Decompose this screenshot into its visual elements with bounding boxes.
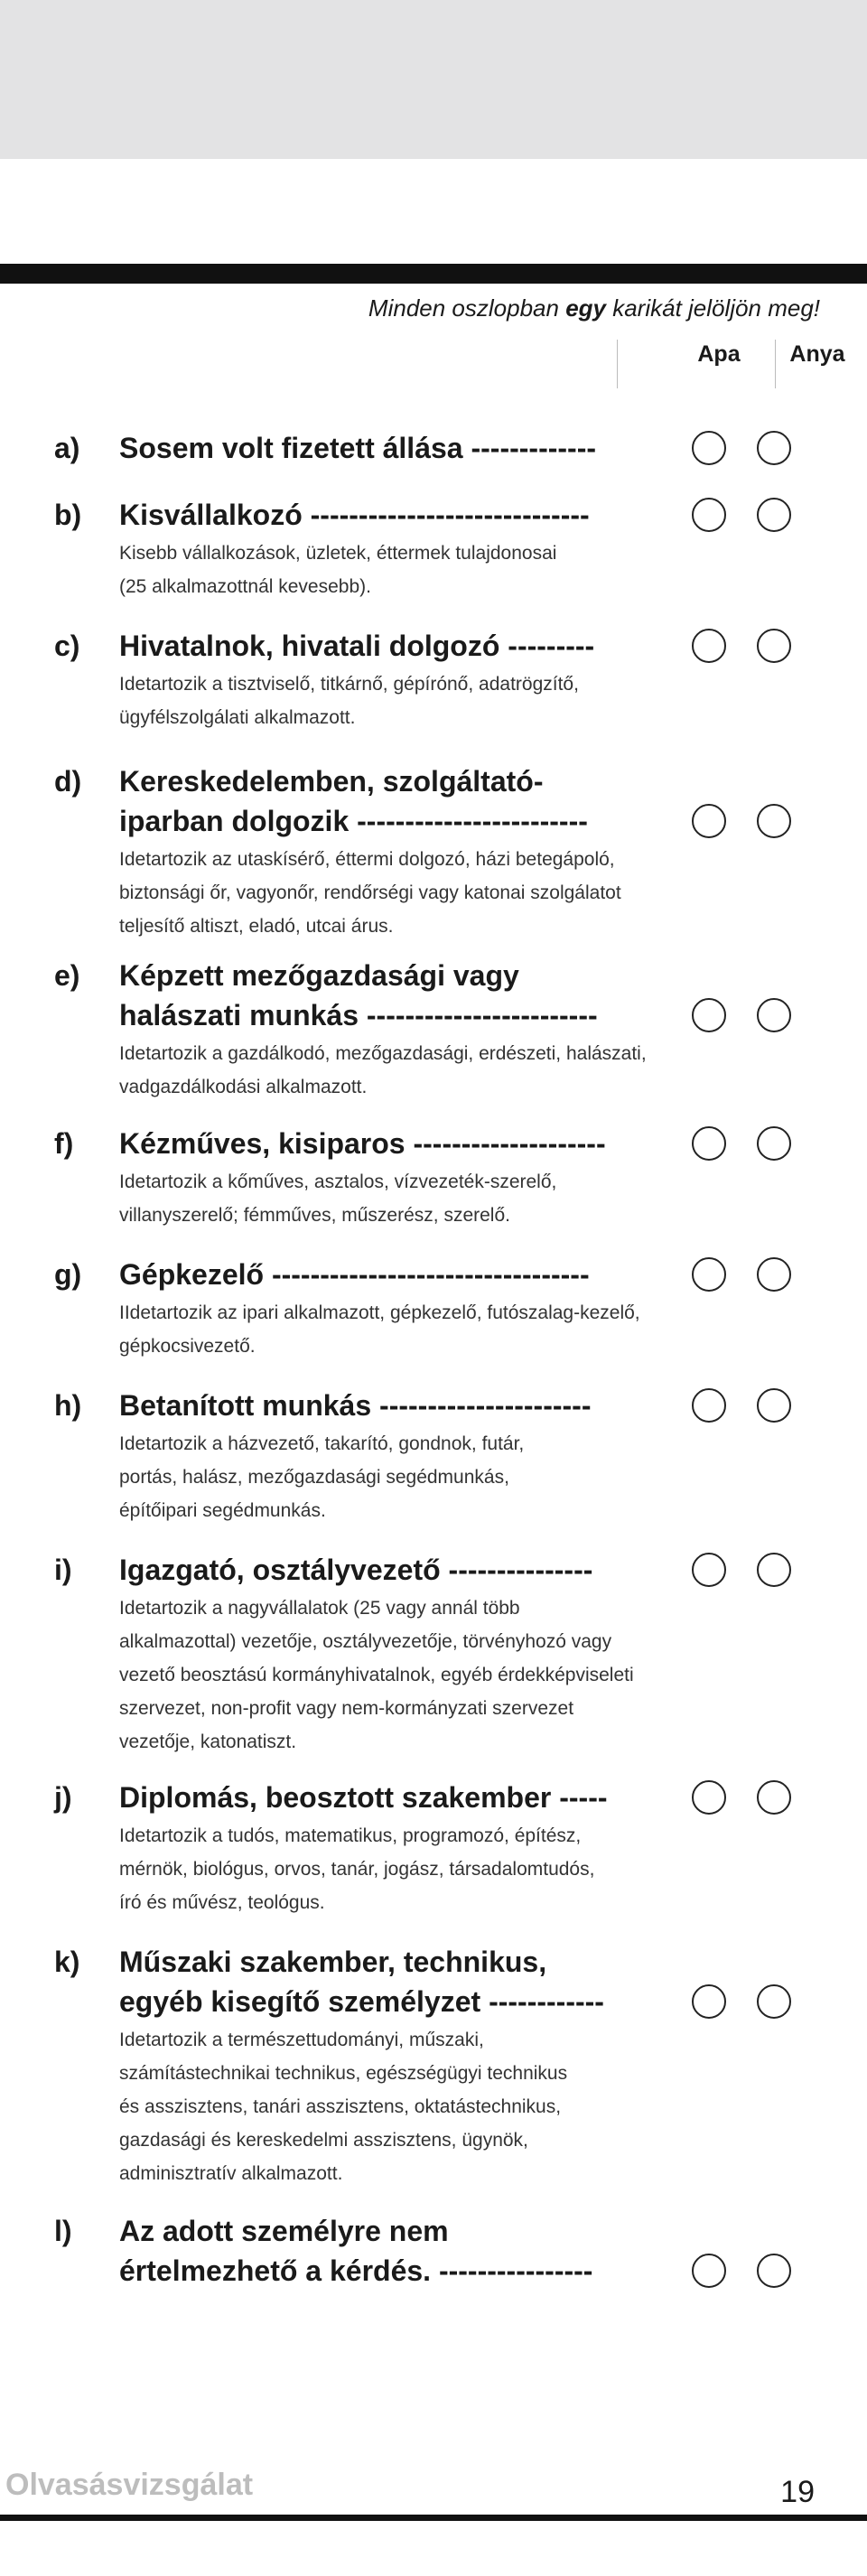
column-divider-left [617,340,618,388]
page-number: 19 [780,2475,815,2509]
father-answer-circle[interactable] [692,1126,726,1161]
footer-rule [0,2515,867,2521]
father-answer-circle[interactable] [692,1388,726,1423]
mother-answer-circle[interactable] [757,1388,791,1423]
item-description-line: portás, halász, mezőgazdasági segédmunkás, [119,1467,509,1488]
item-letter: c) [54,630,80,662]
item-description-line: teljesítő altiszt, eladó, utcai árus. [119,916,394,937]
item-letter: a) [54,432,80,464]
item-description-line: Idetartozik a kőműves, asztalos, vízvezeték-szerelő, [119,1171,557,1192]
item-letter: d) [54,765,82,798]
item-title-line: Műszaki szakember, technikus, [119,1946,547,1978]
mother-answer-circle[interactable] [757,1126,791,1161]
item-description-line: és asszisztens, tanári asszisztens, oktatástechnikus, [119,2096,562,2117]
item-letter: e) [54,959,80,992]
item-description-line: (25 alkalmazottnál kevesebb). [119,576,371,597]
item-title-line: Betanított munkás ---------------------- [119,1389,592,1422]
mother-answer-circle[interactable] [757,1553,791,1587]
instruction-text [368,294,820,322]
mother-answer-circle[interactable] [757,1984,791,2019]
item-description-line: biztonsági őr, vagyonőr, rendőrségi vagy katonai szolgálatot [119,882,621,903]
item-description-line: Kisebb vállalkozások, üzletek, éttermek tulajdonosai [119,543,557,564]
item-description-line: Idetartozik a természettudományi, műszaki, [119,2030,484,2050]
item-description-line: vadgazdálkodási alkalmazott. [119,1077,368,1097]
item-description-line: író és művész, teológus. [119,1892,325,1913]
item-title-line: értelmezhető a kérdés. ---------------- [119,2254,593,2287]
item-description-line: IIdetartozik az ipari alkalmazott, gépkezelő, futószalag-kezelő, [119,1302,640,1323]
item-title-line: Sosem volt fizetett állása ------------- [119,432,596,464]
item-letter: h) [54,1389,82,1422]
mother-answer-circle[interactable] [757,1780,791,1815]
item-letter: j) [54,1781,72,1814]
item-title-line: egyéb kisegítő személyzet ------------ [119,1985,604,2018]
father-answer-circle[interactable] [692,431,726,465]
item-description-line: villanyszerelő; fémműves, műszerész, szerelő. [119,1205,510,1226]
item-title-line: Diplomás, beosztott szakember ----- [119,1781,608,1814]
item-letter: l) [54,2215,72,2247]
item-description-line: építőipari segédmunkás. [119,1500,326,1521]
item-title-line: Az adott személyre nem [119,2215,449,2247]
item-description-line: Idetartozik a házvezető, takarító, gondnok, futár, [119,1433,525,1454]
item-title-line: Igazgató, osztályvezető --------------- [119,1554,593,1586]
item-description-line: Idetartozik a tisztviselő, titkárnő, gépírónő, adatrögzítő, [119,674,579,695]
instruction-emphasis: egy [565,294,606,322]
item-letter: b) [54,499,82,531]
item-description-line: vezető beosztású kormányhivatalnok, egyéb érdekképviseleti [119,1665,634,1685]
item-description-line: Idetartozik a gazdálkodó, mezőgazdasági, erdészeti, halászati, [119,1043,647,1064]
mother-answer-circle[interactable] [757,2254,791,2288]
mother-answer-circle[interactable] [757,629,791,663]
item-letter: g) [54,1258,82,1291]
instruction-after: karikát jelöljön meg! [606,294,820,322]
item-title-line: Képzett mezőgazdasági vagy [119,959,519,992]
item-letter: f) [54,1127,74,1160]
item-letter: i) [54,1554,72,1586]
instruction-before: Minden oszlopban [368,294,566,322]
footer-title: Olvasásvizsgálat [5,2468,254,2502]
column-divider-right [775,340,776,388]
father-answer-circle[interactable] [692,1984,726,2019]
item-description-line: számítástechnikai technikus, egészségügyi technikus [119,2063,568,2084]
father-answer-circle[interactable] [692,1780,726,1815]
item-title-line: Hivatalnok, hivatali dolgozó --------- [119,630,595,662]
item-title-line: Kisvállalkozó ----------------------------- [119,499,590,531]
item-description-line: ügyfélszolgálati alkalmazott. [119,707,356,728]
header-band [0,0,867,159]
item-description-line: adminisztratív alkalmazott. [119,2163,343,2184]
header-rule [0,264,867,284]
item-title-line: Gépkezelő --------------------------------- [119,1258,590,1291]
father-answer-circle[interactable] [692,629,726,663]
item-description-line: mérnök, biológus, orvos, tanár, jogász, társadalomtudós, [119,1859,595,1880]
item-description-line: gépkocsivezető. [119,1336,256,1357]
mother-answer-circle[interactable] [757,998,791,1032]
item-title-line: Kereskedelemben, szolgáltató- [119,765,544,798]
item-description-line: gazdasági és kereskedelmi asszisztens, ügynök, [119,2130,528,2151]
item-description-line: Idetartozik a tudós, matematikus, programozó, építész, [119,1825,582,1846]
item-description-line: vezetője, katonatiszt. [119,1731,297,1752]
item-title-line: Kézműves, kisiparos -------------------- [119,1127,606,1160]
father-answer-circle[interactable] [692,998,726,1032]
column-header-father: Apa [697,341,741,367]
item-description-line: szervezet, non-profit vagy nem-kormányzati szervezet [119,1698,574,1719]
father-answer-circle[interactable] [692,1257,726,1292]
father-answer-circle[interactable] [692,2254,726,2288]
father-answer-circle[interactable] [692,804,726,838]
father-answer-circle[interactable] [692,1553,726,1587]
column-header-mother: Anya [789,341,845,367]
mother-answer-circle[interactable] [757,1257,791,1292]
mother-answer-circle[interactable] [757,498,791,532]
item-title-line: halászati munkás ------------------------ [119,999,598,1031]
father-answer-circle[interactable] [692,498,726,532]
item-letter: k) [54,1946,80,1978]
item-description-line: alkalmazottal) vezetője, osztályvezetője, törvényhozó vagy [119,1631,612,1652]
item-description-line: Idetartozik a nagyvállalatok (25 vagy annál több [119,1598,520,1619]
item-description-line: Idetartozik az utaskísérő, éttermi dolgozó, házi betegápoló, [119,849,615,870]
item-title-line: iparban dolgozik ------------------------ [119,805,588,837]
mother-answer-circle[interactable] [757,431,791,465]
mother-answer-circle[interactable] [757,804,791,838]
